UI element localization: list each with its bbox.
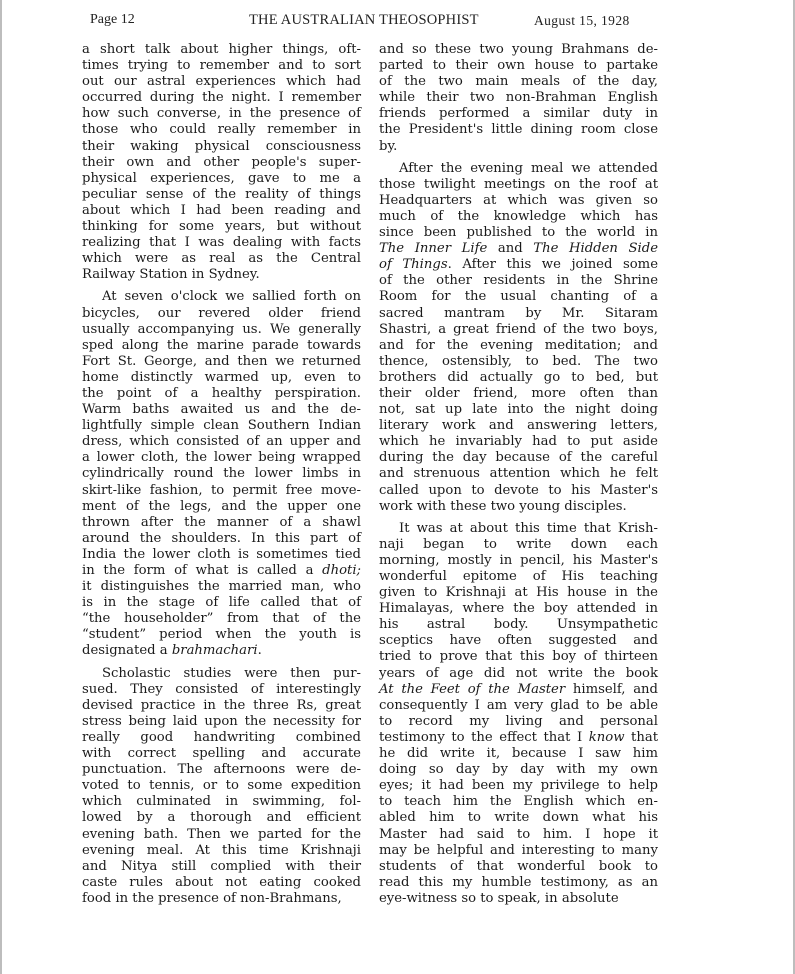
text-column-right <box>379 42 658 913</box>
text-line: bicycles, our revered older friend <box>82 305 361 321</box>
text-line: students of that wonderful book to <box>379 858 658 874</box>
text-line: Warm baths awaited us and the de- <box>82 402 361 418</box>
text-line: wonderful epitome of His teaching <box>379 569 658 584</box>
text-line: out our astral experiences which had <box>82 74 361 90</box>
text-line: After the evening meal we attended <box>399 160 658 176</box>
publication-title: THE AUSTRALIAN THEOSOPHIST <box>249 12 479 28</box>
text-line: home distinctly warmed up, even to <box>82 369 361 385</box>
text-line: friends performed a similar duty in <box>379 106 658 122</box>
text-line: sacred mantram by Mr. Sitaram <box>379 305 658 321</box>
text-line: much of the knowledge which has <box>379 208 658 224</box>
text-line: peculiar sense of the reality of things <box>82 186 361 202</box>
text-line: to teach him the English which en- <box>379 794 658 810</box>
text-line: the President's little dining room close <box>379 122 658 138</box>
text-line: which he invariably had to put aside <box>379 434 658 450</box>
italic-text: The Inner Life <box>379 241 488 257</box>
text-line: sued. They consisted of interestingly <box>82 681 361 697</box>
text-line: sceptics have often suggested and <box>379 633 658 649</box>
text-line: punctuation. The afternoons were de- <box>82 762 361 778</box>
text-line: eyes; it had been my privilege to help <box>379 778 658 794</box>
text-line: since been published to the world in <box>379 225 658 241</box>
text-line: of Things. After this we joined some <box>379 257 658 273</box>
italic-text: know <box>588 729 625 745</box>
text-line: literary work and answering letters, <box>379 418 658 434</box>
text-line: naji began to write down each <box>379 536 658 552</box>
italic-text: At the Feet of the Master <box>379 681 566 697</box>
text-line: the point of a healthy perspiration. <box>82 385 361 401</box>
text-line: tried to prove that this boy of thirteen <box>379 649 658 665</box>
text-line: consequently I am very glad to be able <box>379 697 658 713</box>
text-line: really good handwriting combined <box>82 729 361 745</box>
paragraph <box>379 42 658 155</box>
text-line: doing so day by day with my own <box>379 762 658 778</box>
text-line: read this my humble testimony, as an <box>379 874 658 890</box>
text-line: during the day because of the careful <box>379 450 658 466</box>
text-line: The Inner Life and The Hidden Side <box>379 241 658 257</box>
text-line: It was at about this time that Krish- <box>399 520 658 536</box>
text-line: to record my living and personal <box>379 713 658 729</box>
italic-text: The Hidden Side <box>533 241 658 257</box>
text-line: their own and other people's super- <box>82 154 361 170</box>
text-line: dress, which consisted of an upper and <box>82 434 361 450</box>
page-number: Page 12 <box>90 12 135 27</box>
text-line: of the other residents in the Shrine <box>379 273 658 289</box>
text-line: years of age did not write the book <box>379 665 658 681</box>
text-line: caste rules about not eating cooked <box>82 874 361 890</box>
text-line: Railway Station in Sydney. <box>82 267 260 283</box>
text-line: and for the evening meditation; and <box>379 337 658 353</box>
text-line: Shastri, a great friend of the two boys, <box>379 321 658 337</box>
issue-date: August 15, 1928 <box>534 13 630 28</box>
text-line: brothers did actually go to bed, but <box>379 369 658 385</box>
text-line: his astral body. Unsympathetic <box>379 617 658 633</box>
text-line: their older friend, more often than <box>379 385 658 401</box>
text-line: a lower cloth, the lower being wrapped <box>82 450 361 466</box>
text-line: he did write it, because I saw him <box>379 746 658 762</box>
text-line: At seven o'clock we sallied forth on <box>102 289 361 305</box>
text-line: “student” period when the youth is <box>82 627 361 643</box>
paragraph <box>82 42 361 283</box>
text-line: realizing that I was dealing with facts <box>82 235 361 251</box>
text-line: may be helpful and interesting to many <box>379 842 658 858</box>
text-line: in the form of what is called a dhoti; <box>82 563 361 578</box>
text-line: usually accompanying us. We generally <box>82 321 361 337</box>
text-line: devised practice in the three Rs, great <box>82 697 361 713</box>
text-line: cylindrically round the lower limbs in <box>82 466 361 482</box>
text-line: and so these two young Brahmans de- <box>379 42 658 57</box>
text-line: eye-witness so to speak, in absolute <box>379 890 619 906</box>
text-line: times trying to remember and to sort <box>82 58 361 74</box>
text-line: those twilight meetings on the roof at <box>379 176 658 192</box>
text-line: thence, ostensibly, to bed. The two <box>379 353 658 369</box>
text-line: a short talk about higher things, oft- <box>82 42 361 57</box>
paragraph <box>82 666 361 907</box>
text-line: not, sat up late into the night doing <box>379 402 658 418</box>
text-line: lowed by a thorough and efficient <box>82 810 361 826</box>
text-line: lightfully simple clean Southern Indian <box>82 418 361 434</box>
text-line: called upon to devote to his Master's <box>379 482 658 498</box>
text-line: stress being laid upon the necessity for <box>82 713 361 729</box>
text-line: Headquarters at which was given so <box>379 192 658 208</box>
running-header <box>2 12 795 32</box>
text-line: and Nitya still complied with their <box>82 858 361 874</box>
text-line: around the shoulders. In this part of <box>82 530 361 546</box>
text-line: with correct spelling and accurate <box>82 746 361 762</box>
italic-text: brahmachari <box>171 643 258 659</box>
text-line: about which I had been reading and <box>82 202 361 218</box>
text-line: evening meal. At this time Krishnaji <box>82 842 361 858</box>
text-line: testimony to the effect that I know that <box>379 729 658 745</box>
text-line: skirt-like fashion, to permit free move- <box>82 482 361 498</box>
text-line: thrown after the manner of a shawl <box>82 514 361 530</box>
text-line: physical experiences, gave to me a <box>82 170 361 186</box>
text-line: parted to their own house to partake <box>379 58 658 74</box>
text-line: morning, mostly in pencil, his Master's <box>379 552 658 568</box>
text-line: food in the presence of non-Brahmans, <box>82 890 342 906</box>
text-line: “the householder” from that of the <box>82 611 361 627</box>
text-line: thinking for some years, but without <box>82 219 361 235</box>
text-line: Fort St. George, and then we returned <box>82 353 361 369</box>
text-line: Room for the usual chanting of a <box>379 289 658 305</box>
text-line: given to Krishnaji at His house in the <box>379 585 658 601</box>
paragraph <box>82 289 361 659</box>
text-line: At the Feet of the Master himself, and <box>379 681 658 697</box>
text-line: Himalayas, where the boy attended in <box>379 601 658 617</box>
text-line: by. <box>379 138 398 154</box>
text-line: voted to tennis, or to some expedition <box>82 778 361 794</box>
text-line: abled him to write down what his <box>379 810 658 826</box>
italic-text: dhoti; <box>322 563 361 578</box>
text-line: how such converse, in the presence of <box>82 106 361 122</box>
text-line: those who could really remember in <box>82 122 361 138</box>
text-line: while their two non-Brahman English <box>379 90 658 106</box>
paragraph <box>379 521 658 907</box>
text-line: of the two main meals of the day, <box>379 74 658 90</box>
text-line: occurred during the night. I remember <box>82 90 361 106</box>
text-line: Scholastic studies were then pur- <box>102 665 361 681</box>
text-line: evening bath. Then we parted for the <box>82 826 361 842</box>
text-line: which culminated in swimming, fol- <box>82 794 361 810</box>
text-line: designated a brahmachari. <box>82 643 262 659</box>
text-line: ment of the legs, and the upper one <box>82 498 361 514</box>
text-line: it distinguishes the married man, who <box>82 579 361 595</box>
text-line: their waking physical consciousness <box>82 138 361 154</box>
text-column-left <box>82 42 361 913</box>
text-line: India the lower cloth is sometimes tied <box>82 546 361 562</box>
paragraph <box>379 161 658 515</box>
text-line: is in the stage of life called that of <box>82 595 361 611</box>
text-line: and strenuous attention which he felt <box>379 466 658 482</box>
text-line: work with these two young disciples. <box>379 498 627 514</box>
text-line: Master had said to him. I hope it <box>379 826 658 842</box>
text-line: sped along the marine parade towards <box>82 337 361 353</box>
italic-text: of Things <box>379 257 448 273</box>
text-line: which were as real as the Central <box>82 251 361 267</box>
